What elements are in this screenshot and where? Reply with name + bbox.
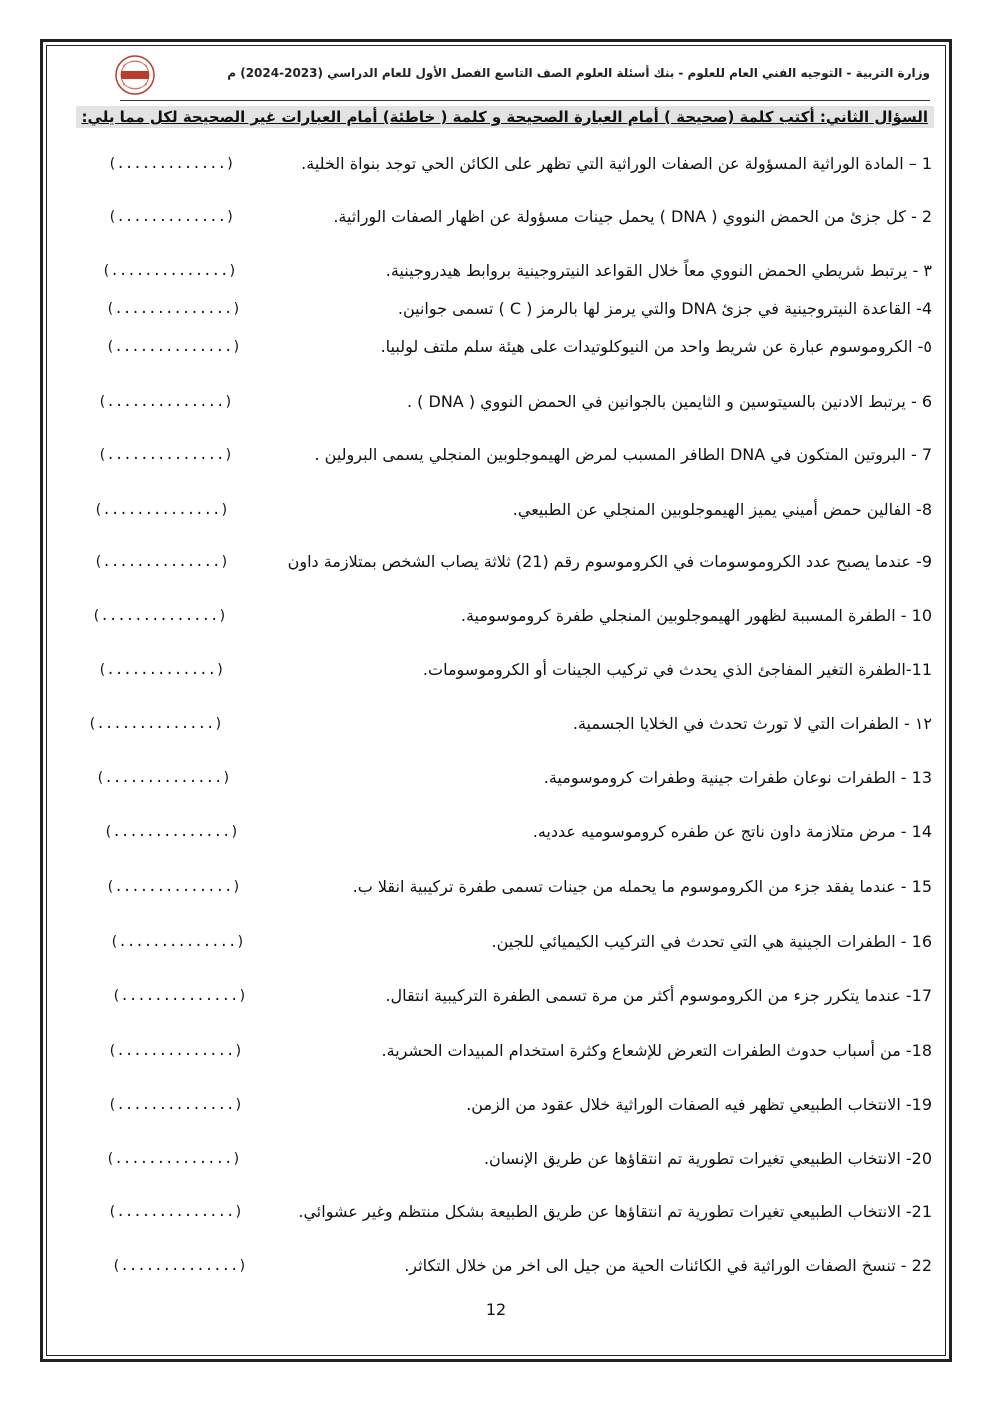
statement-item [88, 1253, 932, 1279]
answer-blank[interactable]: (..............) [98, 447, 233, 463]
statement-text: 9- عندما يصبح عدد الكروموسومات في الكروموسوم رقم (21) ثلاثة يصاب الشخص بمتلازمة داون [287, 552, 932, 571]
statement-item [88, 929, 932, 955]
statement-text: 21- الانتخاب الطبيعي تغيرات تطورية تم انتقاؤها عن طريق الطبيعة بشكل منتظم وغير عشوائي. [298, 1202, 932, 1221]
answer-blank[interactable]: (.............) [98, 662, 225, 678]
question-title: السؤال الثاني: أكتب كلمة (صحيحة ) أمام العبارة الصحيحة و كلمة ( خاطئة) أمام العبارات غير الصحيحة لكل مما يلي: [76, 106, 934, 128]
statement-item [88, 1146, 932, 1172]
statement-item [88, 549, 932, 575]
answer-blank[interactable]: (..............) [96, 770, 231, 786]
answer-blank[interactable]: (..............) [106, 1151, 241, 1167]
answer-blank[interactable]: (..............) [112, 988, 247, 1004]
statement-item [88, 497, 932, 523]
statement-text: 16 - الطفرات الجينية هي التي تحدث في التركيب الكيميائي للجين. [491, 932, 932, 951]
statement-item [88, 983, 932, 1009]
statement-item [88, 296, 932, 322]
answer-blank[interactable]: (..............) [106, 301, 241, 317]
answer-blank[interactable]: (..............) [88, 716, 223, 732]
statement-text: 14 - مرض متلازمة داون ناتج عن طفره كروموسوميه عدديه. [532, 822, 932, 841]
answer-blank[interactable]: (..............) [110, 934, 245, 950]
statement-text: 1 – المادة الوراثية المسؤولة عن الصفات الوراثية التي تظهر على الكائن الحي توجد بنواة الخلية. [301, 154, 932, 173]
statement-item [88, 657, 932, 683]
answer-blank[interactable]: (..............) [92, 608, 227, 624]
statement-item [88, 1199, 932, 1225]
answer-blank[interactable]: (..............) [108, 1097, 243, 1113]
statement-item [88, 765, 932, 791]
statement-text: 6 - يرتبط الادنين بالسيتوسين و الثايمين بالجوانين في الحمض النووي ( DNA ) . [407, 392, 932, 411]
statement-text: ٣ - يرتبط شريطي الحمض النووي معاً خلال القواعد النيتروجينية بروابط هيدروجينية. [385, 261, 932, 280]
statement-item [88, 334, 932, 360]
statement-item [88, 1038, 932, 1064]
statement-item [88, 442, 932, 468]
statement-text: 20- الانتخاب الطبيعي تغيرات تطورية تم انتقاؤها عن طريق الإنسان. [483, 1149, 932, 1168]
statement-item [88, 819, 932, 845]
answer-blank[interactable]: (..............) [106, 339, 241, 355]
answer-blank[interactable]: (..............) [104, 824, 239, 840]
statement-item [88, 204, 932, 230]
answer-blank[interactable]: (.............) [108, 209, 235, 225]
statement-text: 15 - عندما يفقد جزء من الكروموسوم ما يحمله من جينات تسمى طفرة تركيبية انقلا ب. [352, 877, 932, 896]
statement-text: 2 - كل جزئ من الحمض النووي ( DNA ) يحمل جينات مسؤولة عن اظهار الصفات الوراثية. [333, 207, 932, 226]
statement-item [88, 603, 932, 629]
answer-blank[interactable]: (..............) [108, 1043, 243, 1059]
statement-text: 8- الفالين حمض أميني يميز الهيموجلوبين المنجلي عن الطبيعي. [512, 500, 932, 519]
statement-text: 11-الطفرة التغير المفاجئ الذي يحدث في تركيب الجينات أو الكروموسومات. [422, 660, 932, 679]
statement-text: ٥- الكروموسوم عبارة عن شريط واحد من النيوكلوتيدات على هيئة سلم ملتف لولبيا. [380, 337, 932, 356]
statement-item [88, 711, 932, 737]
statement-text: 13 - الطفرات نوعان طفرات جينية وطفرات كروموسومية. [543, 768, 932, 787]
statement-text: 4- القاعدة النيتروجينية في جزئ DNA والتي يرمز لها بالرمز ( C ) تسمى جوانين. [397, 299, 932, 318]
answer-blank[interactable]: (.............) [108, 156, 235, 172]
answer-blank[interactable]: (..............) [94, 554, 229, 570]
statement-text: 17- عندما يتكرر جزء من الكروموسوم أكثر من مرة تسمى الطفرة التركيبية انتقال. [385, 986, 932, 1005]
statement-text: 19- الانتخاب الطبيعي تظهر فيه الصفات الوراثية خلال عقود من الزمن. [466, 1095, 932, 1114]
page-number: 12 [485, 1300, 507, 1319]
statement-item [88, 389, 932, 415]
statement-item [88, 874, 932, 900]
answer-blank[interactable]: (..............) [108, 1204, 243, 1220]
header-text: وزارة التربية - التوجيه الفني العام للعلوم - بنك أسئلة العلوم الصف التاسع الفصل الأول للعام الدراسي (2023-2024) م [227, 66, 930, 80]
answer-blank[interactable]: (..............) [106, 879, 241, 895]
answer-blank[interactable]: (..............) [98, 394, 233, 410]
statement-text: 10 - الطفرة المسببة لظهور الهيموجلوبين المنجلي طفرة كروموسومية. [460, 606, 932, 625]
answer-blank[interactable]: (..............) [94, 502, 229, 518]
answer-blank[interactable]: (..............) [112, 1258, 247, 1274]
statement-item [88, 151, 932, 177]
statement-text: ١٢ - الطفرات التي لا تورث تحدث في الخلايا الجسمية. [572, 714, 932, 733]
statement-text: 7 - البروتين المتكون في DNA الطافر المسبب لمرض الهيموجلوبين المنجلي يسمى البرولين . [314, 445, 932, 464]
statement-text: 22 - تنسخ الصفات الوراثية في الكائنات الحية من جيل الى اخر من خلال التكاثر. [404, 1256, 932, 1275]
statement-text: 18- من أسباب حدوث الطفرات التعرض للإشعاع وكثرة استخدام المبيدات الحشرية. [381, 1041, 932, 1060]
answer-blank[interactable]: (..............) [102, 263, 237, 279]
statement-item [88, 258, 932, 284]
statement-item [88, 1092, 932, 1118]
